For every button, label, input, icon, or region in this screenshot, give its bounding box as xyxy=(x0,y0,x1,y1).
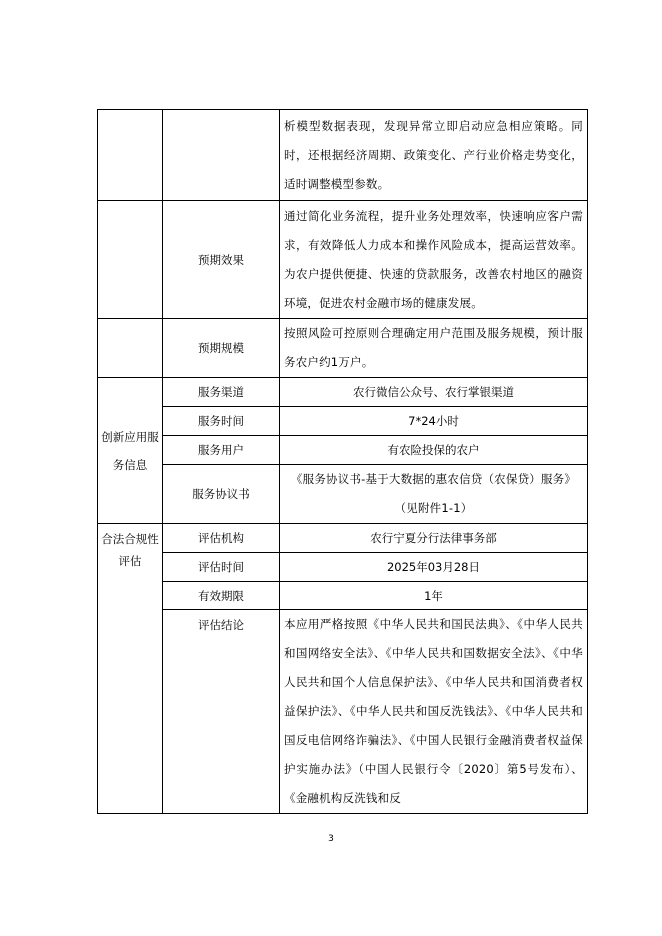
model-description: 析模型数据表现，发现异常立即启动应急相应策略。同时，还根据经济周期、政策变化、产行业价格走势变化，适时调整模型参数。 xyxy=(280,110,588,201)
users-label: 服务用户 xyxy=(163,436,280,465)
date-label: 评估时间 xyxy=(163,553,280,582)
channel-value: 农行微信公众号、农行掌银渠道 xyxy=(280,378,588,407)
org-label: 评估机构 xyxy=(163,524,280,553)
blank-section-cell xyxy=(98,201,163,319)
blank-section-cell xyxy=(98,110,163,201)
blank-label-cell xyxy=(163,110,280,201)
agreement-value: 《服务协议书-基于大数据的惠农信贷（农保贷）服务》（见附件1-1） xyxy=(280,465,588,524)
effect-description: 通过简化业务流程，提升业务处理效率，快速响应客户需求，有效降低人力成本和操作风险成本，提高运营效率。为农户提供便捷、快速的贷款服务，改善农村地区的融资环境，促进农村金融市场的健康发展。 xyxy=(280,201,588,319)
agreement-label: 服务协议书 xyxy=(163,465,280,524)
channel-label: 服务渠道 xyxy=(163,378,280,407)
date-value: 2025年03月28日 xyxy=(280,553,588,582)
conclusion-value: 本应用严格按照《中华人民共和国民法典》、《中华人民共和国网络安全法》、《中华人民共和国数据安全法》、《中华人民共和国个人信息保护法》、《中华人民共和国消费者权益保护法》、《中华人民共和国反洗钱法》、《中华人民共和国反电信网络诈骗法》、《中国人民银行金融消费者权益保护实施办法》（中国人民银行令〔2020〕第5号发布）、《金融机构反洗钱和反 xyxy=(280,610,588,814)
validity-value: 1年 xyxy=(280,582,588,610)
org-value: 农行宁夏分行法律事务部 xyxy=(280,524,588,553)
validity-label: 有效期限 xyxy=(163,582,280,610)
blank-section-cell xyxy=(98,319,163,378)
time-value: 7*24小时 xyxy=(280,407,588,436)
scale-label: 预期规模 xyxy=(163,319,280,378)
effect-label: 预期效果 xyxy=(163,201,280,319)
scale-description: 按照风险可控原则合理确定用户范围及服务规模，预计服务农户约1万户。 xyxy=(280,319,588,378)
compliance-section-title: 合法合规性评估 xyxy=(98,524,163,814)
service-section-title: 创新应用服务信息 xyxy=(98,378,163,524)
conclusion-label: 评估结论 xyxy=(163,610,280,814)
users-value: 有农险投保的农户 xyxy=(280,436,588,465)
page-number: 3 xyxy=(328,834,334,844)
time-label: 服务时间 xyxy=(163,407,280,436)
document-table xyxy=(97,109,588,814)
